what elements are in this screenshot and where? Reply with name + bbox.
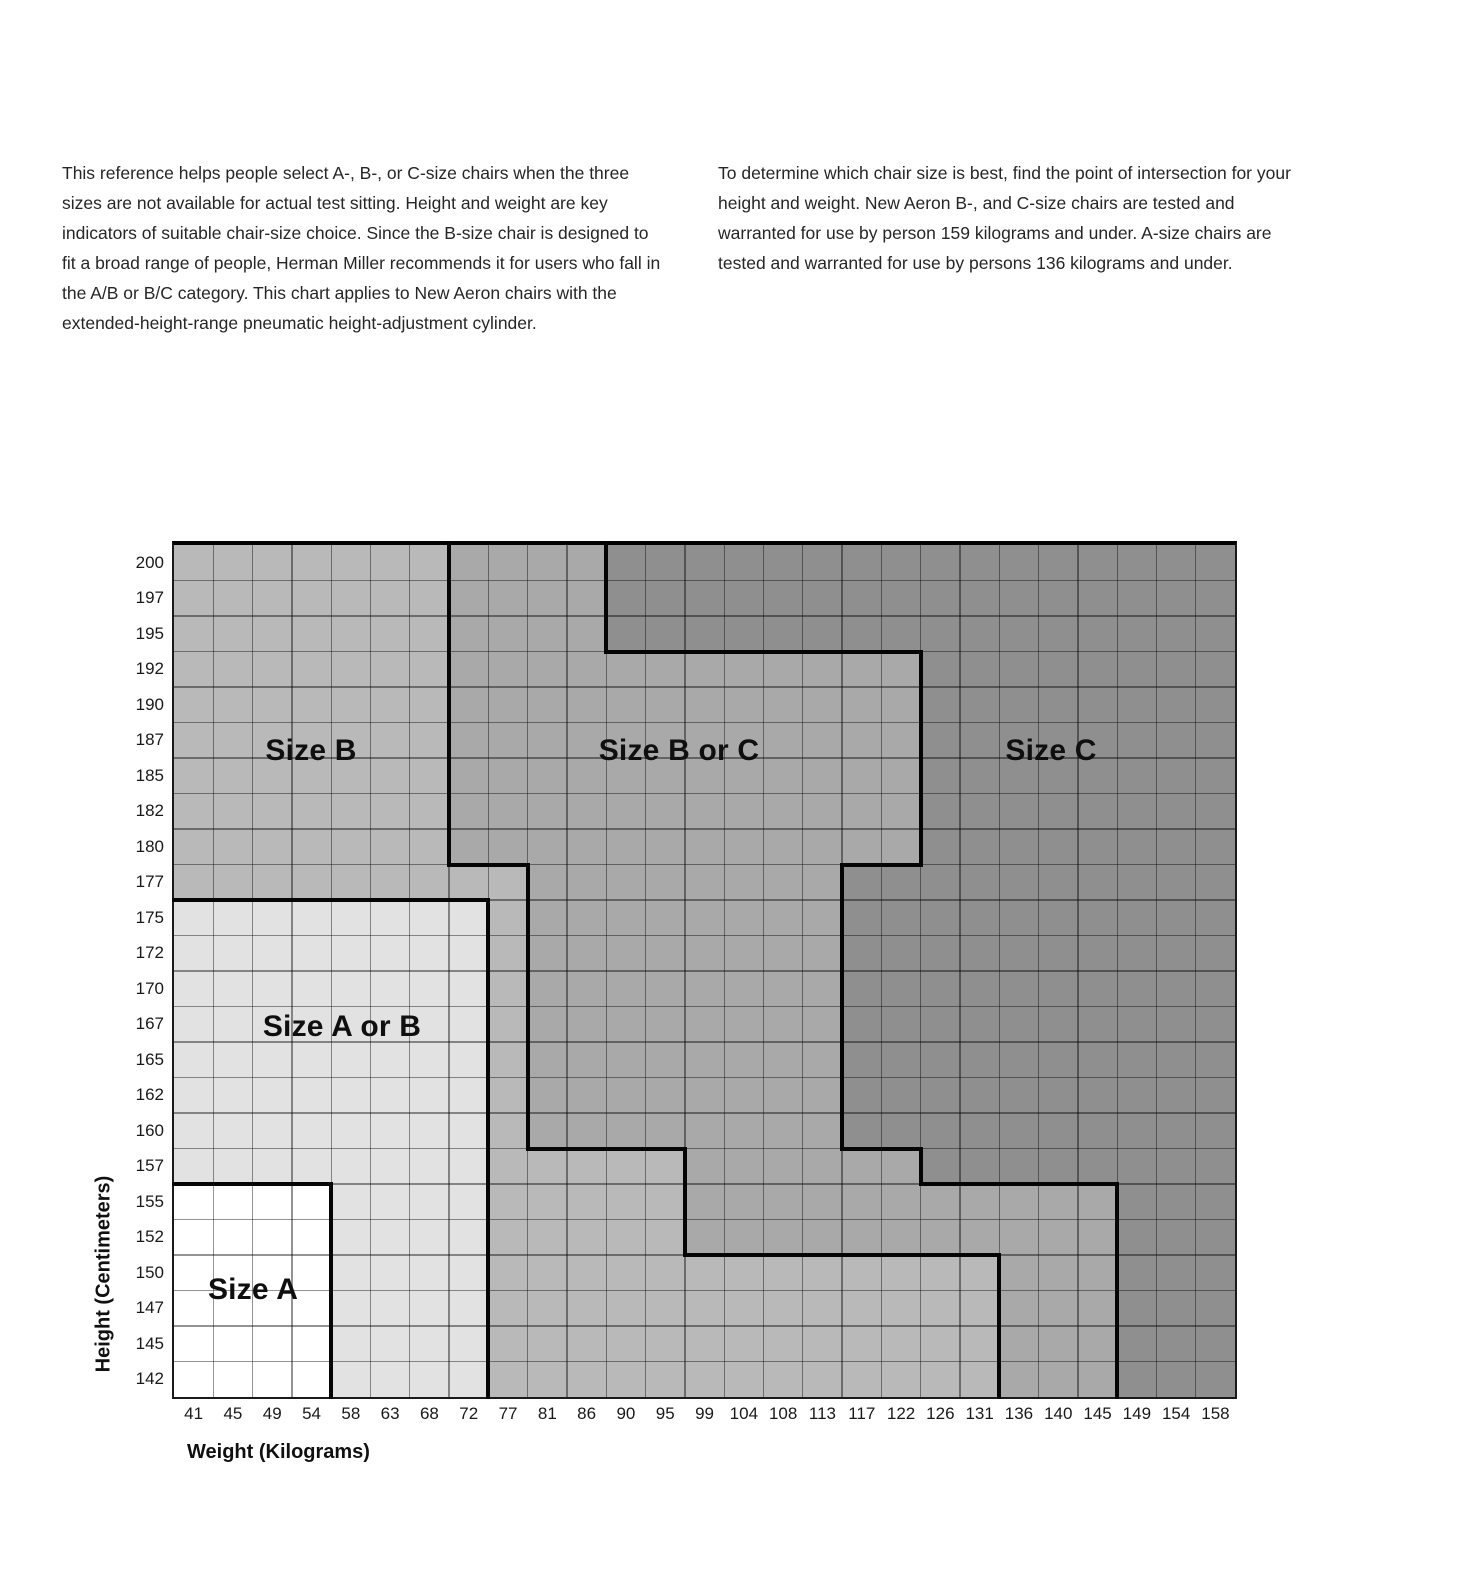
y-tick-label: 192	[135, 659, 164, 679]
region-size-b	[174, 865, 528, 901]
x-tick-label: 122	[886, 1404, 916, 1423]
region-boundary	[526, 863, 530, 1151]
x-tick-label: 81	[537, 1404, 557, 1423]
y-tick-label: 185	[135, 765, 164, 785]
x-tick-label: 145	[1083, 1404, 1112, 1423]
gridline-horizontal	[174, 580, 1235, 581]
y-tick-label: 177	[135, 872, 164, 892]
x-tick-label: 149	[1122, 1404, 1152, 1423]
gridline-horizontal	[174, 970, 1235, 971]
y-tick-label: 152	[135, 1227, 164, 1247]
size-selection-chart	[172, 541, 1237, 1399]
x-tick-label: 41	[184, 1404, 204, 1423]
region-size-b	[488, 900, 527, 1149]
intro-paragraph-right: To determine which chair size is best, find the point of intersection for your height and weight. New Aeron B-, and C-size chairs are tested and warranted for use by person 159 kilograms and under. A-size chairs are tested and warranted for use by persons 136 kilograms and under.	[718, 163, 1291, 273]
x-tick-label: 131	[965, 1404, 994, 1423]
x-tick-label: 113	[808, 1404, 836, 1423]
x-tick-label: 68	[419, 1404, 439, 1423]
region-label-size-a: Size A	[207, 1273, 299, 1306]
x-tick-label: 140	[1044, 1404, 1073, 1423]
y-tick-label: 165	[135, 1049, 164, 1069]
gridline-horizontal	[174, 615, 1235, 616]
y-tick-label: 145	[135, 1333, 164, 1353]
region-size-b	[174, 545, 449, 865]
y-tick-label: 190	[135, 694, 164, 714]
intro-paragraph-left: This reference helps people select A-, B-, or C-size chairs when the three sizes are not available for actual test sitting. Height and weight are key indicators of suitable chair-size choice. Since the B-size chair is designed to fit a broad range of people, Herman Miller recommends it for users who fall in the A/B or B/C category. This chart applies to New Aeron chairs with the extended-height-range pneumatic height-adjustment cylinder.	[62, 163, 661, 333]
region-boundary	[486, 898, 490, 1399]
y-tick-label: 195	[135, 623, 164, 643]
y-tick-label: 147	[135, 1298, 164, 1318]
region-boundary	[526, 1147, 687, 1151]
region-size-b	[488, 1149, 685, 1256]
x-tick-label: 49	[262, 1404, 282, 1423]
gridline-horizontal	[174, 793, 1235, 794]
region-boundary	[840, 1147, 923, 1151]
region-boundary	[683, 1147, 687, 1258]
gridline-horizontal	[174, 864, 1235, 865]
x-tick-label: 104	[729, 1404, 759, 1423]
region-boundary	[997, 1253, 1001, 1399]
region-boundary	[447, 863, 530, 867]
x-axis-title: Weight (Kilograms)	[187, 1441, 370, 1463]
x-tick-label: 58	[341, 1404, 361, 1423]
y-tick-label: 155	[135, 1191, 164, 1211]
x-tick-label: 63	[380, 1404, 400, 1423]
x-tick-label: 45	[223, 1404, 243, 1423]
y-tick-label: 157	[135, 1156, 164, 1176]
region-boundary	[919, 650, 923, 867]
region-label-size-c: Size C	[1005, 734, 1097, 767]
x-tick-label: 95	[655, 1404, 675, 1423]
x-tick-label: 54	[302, 1404, 321, 1423]
gridline-horizontal	[174, 686, 1235, 687]
x-tick-label: 99	[695, 1404, 714, 1423]
gridline-horizontal	[174, 1006, 1235, 1007]
y-tick-label: 187	[135, 730, 164, 750]
x-tick-label: 77	[498, 1404, 518, 1423]
gridline-horizontal	[174, 1112, 1235, 1113]
y-tick-label: 182	[135, 801, 164, 821]
y-tick-label: 172	[135, 943, 164, 963]
gridline-horizontal	[174, 1077, 1235, 1078]
x-tick-label: 90	[616, 1404, 636, 1423]
y-tick-label: 167	[135, 1014, 164, 1034]
x-tick-label: 86	[577, 1404, 597, 1423]
gridline-horizontal	[174, 935, 1235, 936]
region-label-size-b: Size B	[265, 734, 357, 767]
y-tick-label: 160	[135, 1120, 164, 1140]
region-boundary	[172, 1182, 333, 1186]
region-boundary	[919, 1182, 1120, 1186]
region-boundary	[1115, 1182, 1119, 1399]
y-tick-label: 162	[135, 1085, 164, 1105]
x-tick-label: 158	[1201, 1404, 1230, 1423]
region-label-size-b-or-c: Size B or C	[598, 734, 760, 767]
region-boundary	[683, 1253, 1001, 1257]
y-tick-label: 200	[135, 552, 164, 572]
x-tick-label: 108	[768, 1404, 798, 1423]
y-tick-label: 175	[135, 907, 164, 927]
y-tick-label: 142	[135, 1369, 164, 1389]
y-tick-label: 180	[135, 836, 164, 856]
region-boundary	[172, 898, 490, 902]
gridline-horizontal	[174, 1148, 1235, 1149]
y-tick-label: 170	[135, 978, 164, 998]
gridline-horizontal	[174, 828, 1235, 829]
y-tick-label: 197	[135, 588, 164, 608]
gridline-horizontal	[174, 722, 1235, 723]
x-tick-label: 72	[459, 1404, 479, 1423]
region-label-size-a-or-b: Size A or B	[262, 1010, 422, 1043]
region-boundary	[604, 543, 608, 654]
x-tick-label: 136	[1004, 1404, 1034, 1423]
x-tick-label: 117	[848, 1404, 876, 1423]
region-boundary	[840, 863, 923, 867]
x-tick-label: 154	[1161, 1404, 1191, 1423]
region-boundary	[604, 650, 922, 654]
region-boundary	[840, 863, 844, 1151]
y-axis-title: Height (Centimeters)	[92, 1175, 115, 1373]
y-tick-label: 150	[135, 1262, 164, 1282]
region-boundary	[919, 1147, 923, 1187]
region-boundary	[329, 1182, 333, 1399]
x-tick-label: 126	[926, 1404, 955, 1423]
region-boundary	[447, 543, 451, 867]
